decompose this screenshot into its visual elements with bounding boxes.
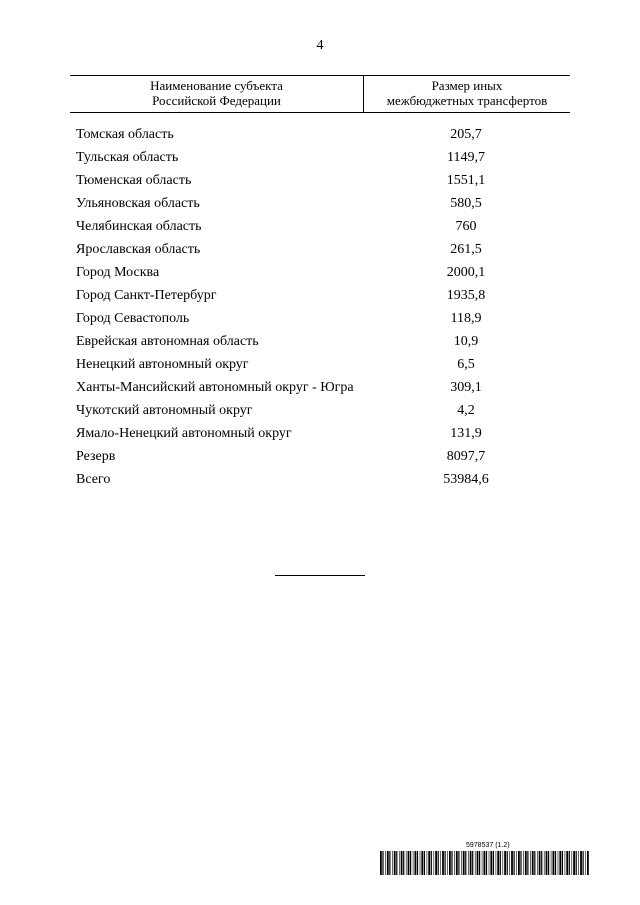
row-subject-name: Город Москва xyxy=(76,265,160,280)
row-subject-name: Всего xyxy=(76,472,111,487)
row-transfer-value: 760 xyxy=(455,219,477,234)
row-transfer-value: 1935,8 xyxy=(446,288,486,303)
end-of-table-rule xyxy=(275,575,365,576)
row-subject-name: Томская область xyxy=(76,127,174,142)
table-row xyxy=(76,425,570,442)
row-transfer-value: 2000,1 xyxy=(446,265,486,280)
table-row xyxy=(76,379,570,396)
row-subject-name: Тюменская область xyxy=(76,173,192,188)
row-transfer-value: 580,5 xyxy=(450,196,482,211)
document-code: 5978537 (1.2) xyxy=(466,842,510,849)
table-row xyxy=(76,264,570,281)
row-transfer-value: 118,9 xyxy=(450,311,482,326)
barcode-icon xyxy=(380,851,590,875)
page-number: 4 xyxy=(316,38,324,53)
header-subject-name xyxy=(70,76,364,112)
row-subject-name: Ямало-Ненецкий автономный округ xyxy=(76,426,292,441)
row-transfer-value: 4,2 xyxy=(457,403,475,418)
row-transfer-value: 10,9 xyxy=(453,334,479,349)
table-body xyxy=(76,126,570,494)
row-transfer-value: 261,5 xyxy=(450,242,482,257)
row-subject-name: Город Санкт-Петербург xyxy=(76,288,217,303)
table-row xyxy=(76,402,570,419)
table-row xyxy=(76,195,570,212)
row-subject-name: Чукотский автономный округ xyxy=(76,403,253,418)
header-transfer-amount-line1: Размер иных xyxy=(431,78,503,93)
table-row xyxy=(76,448,570,465)
table-row xyxy=(76,356,570,373)
table-header xyxy=(70,75,570,113)
header-subject-name-line1: Наименование субъекта xyxy=(150,78,283,93)
row-subject-name: Ярославская область xyxy=(76,242,201,257)
table-row xyxy=(76,287,570,304)
header-subject-name-line2: Российской Федерации xyxy=(152,93,281,108)
row-transfer-value: 1149,7 xyxy=(447,150,485,165)
row-subject-name: Ульяновская область xyxy=(76,196,200,211)
row-subject-name: Город Севастополь xyxy=(76,311,190,326)
row-subject-name: Еврейская автономная область xyxy=(76,334,259,349)
header-transfer-amount xyxy=(364,76,570,112)
row-transfer-value: 53984,6 xyxy=(443,472,489,487)
row-transfer-value: 8097,7 xyxy=(446,449,486,464)
table-row xyxy=(76,471,570,488)
table-row xyxy=(76,149,570,166)
row-subject-name: Челябинская область xyxy=(76,219,202,234)
row-transfer-value: 131,9 xyxy=(450,426,482,441)
row-subject-name: Тульская область xyxy=(76,150,179,165)
row-subject-name: Ненецкий автономный округ xyxy=(76,357,249,372)
row-transfer-value: 6,5 xyxy=(457,357,475,372)
row-subject-name: Ханты-Мансийский автономный округ - Югра xyxy=(76,380,354,395)
table-row xyxy=(76,172,570,189)
row-subject-name: Резерв xyxy=(76,449,116,464)
row-transfer-value: 205,7 xyxy=(450,127,482,142)
table-row xyxy=(76,218,570,235)
table-row xyxy=(76,310,570,327)
table-row xyxy=(76,126,570,143)
header-transfer-amount-line2: межбюджетных трансфертов xyxy=(386,93,548,108)
table-row xyxy=(76,333,570,350)
table-row xyxy=(76,241,570,258)
row-transfer-value: 309,1 xyxy=(450,380,482,395)
row-transfer-value: 1551,1 xyxy=(446,173,486,188)
